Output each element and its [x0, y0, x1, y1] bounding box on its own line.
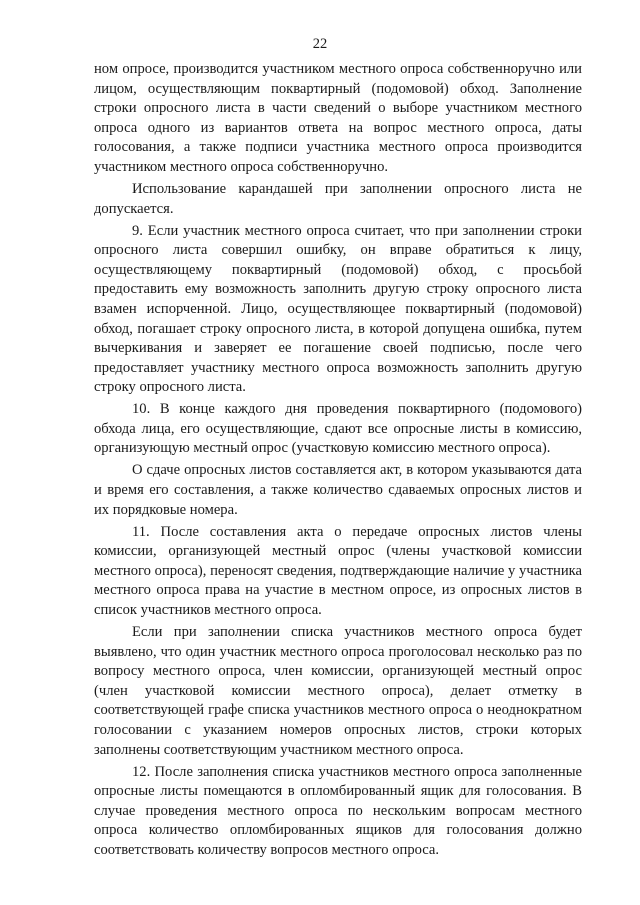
paragraph-continuation: ном опросе, производится участником местного опроса собственноручно или лицом, осуществляющим поквартирный (подомовой) обход. Заполнение строки опросного листа в части сведений о выборе участником местного опроса одного из вариантов ответа на вопрос местного опроса, даты голосования, а также подписи участника местного опроса производится участником местного опроса собственноручно.	[94, 61, 582, 175]
paragraph-handover-act: О сдаче опросных листов составляется акт, в котором указываются дата и время его составления, а также количество сдаваемых опросных листов и их порядковые номера.	[94, 462, 582, 518]
paragraph-item-12: 12. После заполнения списка участников местного опроса заполненные опросные листы помещаются в опломбированный ящик для голосования. В случае проведения местного опроса по нескольким вопросам местного опроса количество опломбированных ящиков для голосования должно соответствовать количеству вопросов местного опроса.	[94, 763, 582, 858]
document-body	[94, 60, 582, 863]
paragraph-item-9: 9. Если участник местного опроса считает, что при заполнении строки опросного листа совершил ошибку, он вправе обратиться к лицу, осуществляющему поквартирный (подомовой) обход, с просьбой предоставить ему возможность заполнить другую строку опросного листа взамен испорченной. Лицо, осуществляющее поквартирный (подомовой) обход, погашает строку опросного листа, в которой допущена ошибка, путем вычеркивания и заверяет ее погашение своей подписью, после чего предоставляет участнику местного опроса возможность заполнить другую строку опросного листа.	[94, 222, 582, 396]
paragraph-item-10: 10. В конце каждого дня проведения поквартирного (подомового) обхода лица, его осуществляющие, сдают все опросные листы в комиссию, организующую местный опрос (участковую комиссию местного опроса).	[94, 401, 582, 457]
page-number: 22	[312, 36, 328, 52]
paragraph-repeat-voting: Если при заполнении списка участников местного опроса будет выявлено, что один участник местного опроса проголосовал несколько раз по вопросу местного опроса, член комиссии, организующей местный опрос (член участковой комиссии местного опроса), делает отметку в соответствующей графе списка участников местного опроса о неоднократном голосовании с указанием номеров опросных листов, строки которых заполнены соответствующим участником местного опроса.	[94, 623, 582, 758]
paragraph-item-11: 11. После составления акта о передаче опросных листов члены комиссии, организующей местный опрос (члены участковой комиссии местного опроса), переносят сведения, подтверждающие наличие у участника местного опроса права на участие в местном опросе, из опросных листов в список участников местного опроса.	[94, 523, 582, 618]
paragraph-pencil-rule: Использование карандашей при заполнении опросного листа не допускается.	[94, 180, 582, 217]
